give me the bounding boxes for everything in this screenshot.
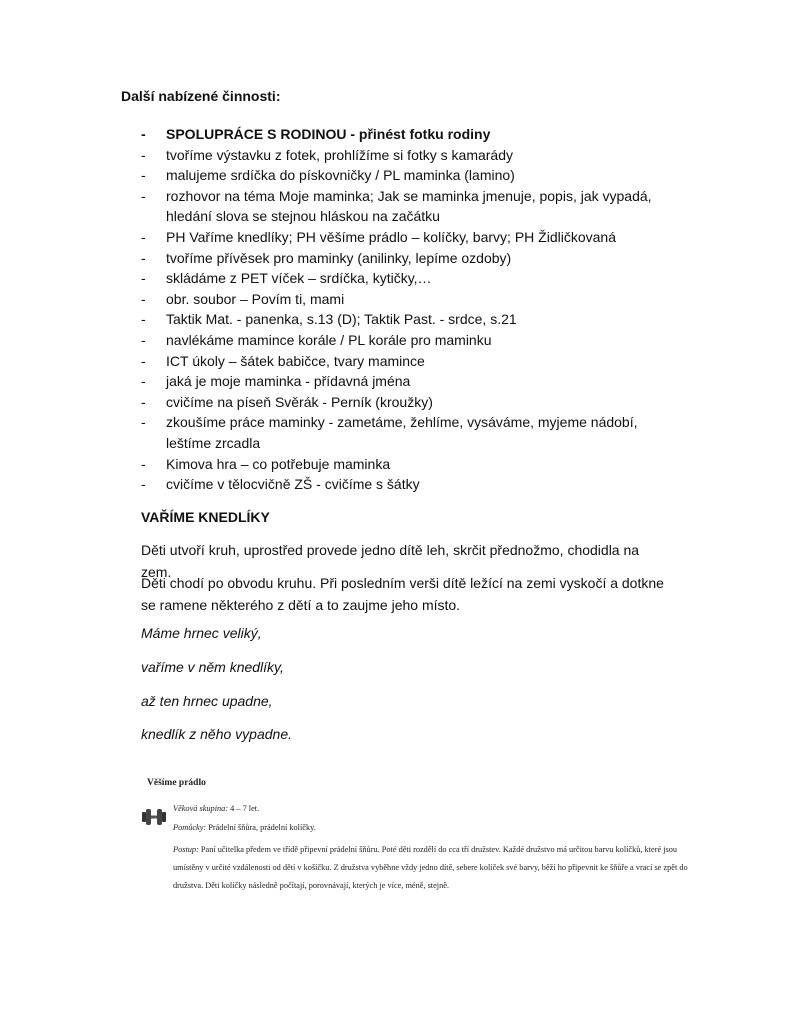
- procedure-text: [173, 841, 701, 896]
- activity-list: [141, 124, 681, 495]
- paragraph: Děti utvoří kruh, uprostřed provede jedno dítě leh, skrčit přednožmo, chodidla na zem.: [141, 542, 640, 580]
- page-heading: Další nabízené činnosti:: [121, 88, 281, 104]
- list-item: - Kimova hra – co potřebuje maminka: [141, 454, 681, 475]
- list-item: - malujeme srdíčka do pískovničky / PL maminka (lamino): [141, 165, 681, 186]
- list-item: - tvoříme výstavku z fotek, prohlížíme si fotky s kamarády: [141, 145, 681, 166]
- list-item: - skládáme z PET víček – srdíčka, kytičky,…: [141, 268, 681, 289]
- list-item: - tvoříme přívěsek pro maminky (anilinky, lepíme ozdoby): [141, 248, 681, 269]
- paragraph: Děti chodí po obvodu kruhu. Při posledním verši dítě ležící na zemi vyskočí a dotkne se ramene některého z dětí a to zaujme jeho místo.: [141, 575, 664, 613]
- dumbbell-icon: [142, 808, 166, 826]
- tools-value: Prádelní šňůra, prádelní kolíčky.: [208, 823, 316, 832]
- list-item: - Taktik Mat. - panenka, s.13 (D); Taktik Past. - srdce, s.21: [141, 309, 681, 330]
- list-item: - rozhovor na téma Moje maminka; Jak se maminka jmenuje, popis, jak vypadá, hledání slova se stejnou hláskou na začátku: [141, 186, 681, 227]
- verse-line: až ten hrnec upadne,: [141, 693, 273, 709]
- list-item: - navlékáme mamince korále / PL korále pro maminku: [141, 330, 681, 351]
- procedure-value: Paní učitelka předem ve třídě připevní prádelní šňůru. Poté děti rozdělí do cca tří družstev. Každé družstvo má určitou barvu kolíčků, které jsou umístěny v určité vzdálenosti od dětí v košíčku. Z družstva vyběhne vždy jedno dítě, sebere kolíček své barvy, běží ho připevnit ke šňůře a vrací se zpět do družstva. Děti kolíčky následně počítají, porovnávají, kterých je více, méně, stejně.: [173, 845, 688, 891]
- tools-line: [173, 823, 316, 832]
- verse-line: Máme hrnec veliký,: [141, 625, 262, 641]
- excerpt-title: Věšíme prádlo: [147, 778, 206, 788]
- verse-line: vaříme v něm knedlíky,: [141, 659, 284, 675]
- list-item: - cvičíme na píseň Svěrák - Perník (kroužky): [141, 392, 681, 413]
- list-item: - obr. soubor – Povím ti, mami: [141, 289, 681, 310]
- list-item: - zkoušíme práce maminky - zametáme, žehlíme, vysáváme, myjeme nádobí, leštíme zrcadla: [141, 412, 681, 453]
- list-item: - jaká je moje maminka - přídavná jména: [141, 371, 681, 392]
- section-title: VAŘÍME KNEDLÍKY: [141, 509, 270, 525]
- age-value: 4 – 7 let.: [230, 804, 260, 813]
- list-item: - ICT úkoly – šátek babičce, tvary mamince: [141, 351, 681, 372]
- age-label: Věková skupina:: [173, 804, 229, 813]
- list-item: - PH Vaříme knedlíky; PH věšíme prádlo – kolíčky, barvy; PH Židličkovaná: [141, 227, 681, 248]
- list-item: - cvičíme v tělocvičně ZŠ - cvičíme s šátky: [141, 474, 681, 495]
- list-item: - SPOLUPRÁCE S RODINOU - přinést fotku rodiny: [141, 124, 681, 145]
- verse-line: knedlík z něho vypadne.: [141, 726, 292, 742]
- age-group-line: [173, 804, 259, 813]
- procedure-label: Postup:: [173, 845, 199, 854]
- tools-label: Pomůcky:: [173, 823, 207, 832]
